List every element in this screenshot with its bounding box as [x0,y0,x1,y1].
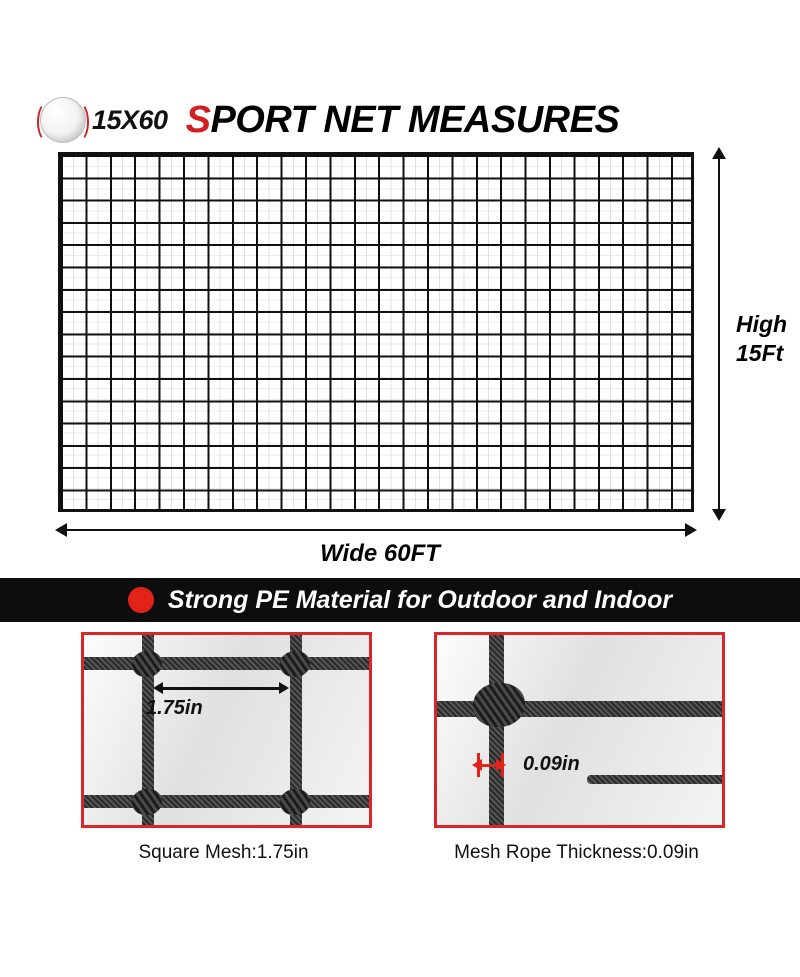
panel-rope-thickness [434,632,719,864]
knot-bottom-right [280,789,310,815]
page-title-accent-letter: S [185,98,211,141]
knot-bottom-left [132,789,162,815]
thickness-measure-label: 0.09in [523,753,580,775]
page-header [40,96,680,144]
baseball-icon [40,97,86,143]
material-banner [0,578,800,622]
detail-panels [0,632,800,864]
height-label-line2: 15Ft [736,339,784,366]
net-mesh-graphic [58,152,694,512]
panel-square-mesh [81,632,366,864]
rope-vertical-main [489,632,504,828]
thickness-measure-arrow [481,764,497,767]
net-mesh-overlay [61,155,691,509]
rope-horizontal-bottom [81,795,372,808]
width-dimension-arrow [66,529,686,531]
knot-top-right [280,651,310,677]
height-dimension-arrow [718,158,720,510]
square-mesh-photo [81,632,372,828]
mesh-photo-background [84,635,369,825]
net-diagram [58,152,694,512]
rope-horizontal-lower [587,775,725,784]
knot-center [473,683,525,727]
rope-thickness-photo [434,632,725,828]
square-mesh-measure-arrow [162,687,280,690]
width-label: Wide 60FT [320,540,440,567]
knot-top-left [132,651,162,677]
banner-dot-icon [128,587,154,613]
rope-horizontal-top [81,657,372,670]
rope-thickness-caption: Mesh Rope Thickness:0.09in [454,842,699,863]
rope-photo-background [437,635,722,825]
page-title-rest: PORT NET MEASURES [210,98,620,141]
square-mesh-caption: Square Mesh:1.75in [138,842,309,863]
size-badge: 15X60 [92,104,168,135]
page-title [186,99,620,142]
square-mesh-measure-label: 1.75in [146,697,203,719]
height-label [736,310,787,368]
height-label-line1: High [736,311,788,337]
banner-text: Strong PE Material for Outdoor and Indoor [167,585,673,614]
